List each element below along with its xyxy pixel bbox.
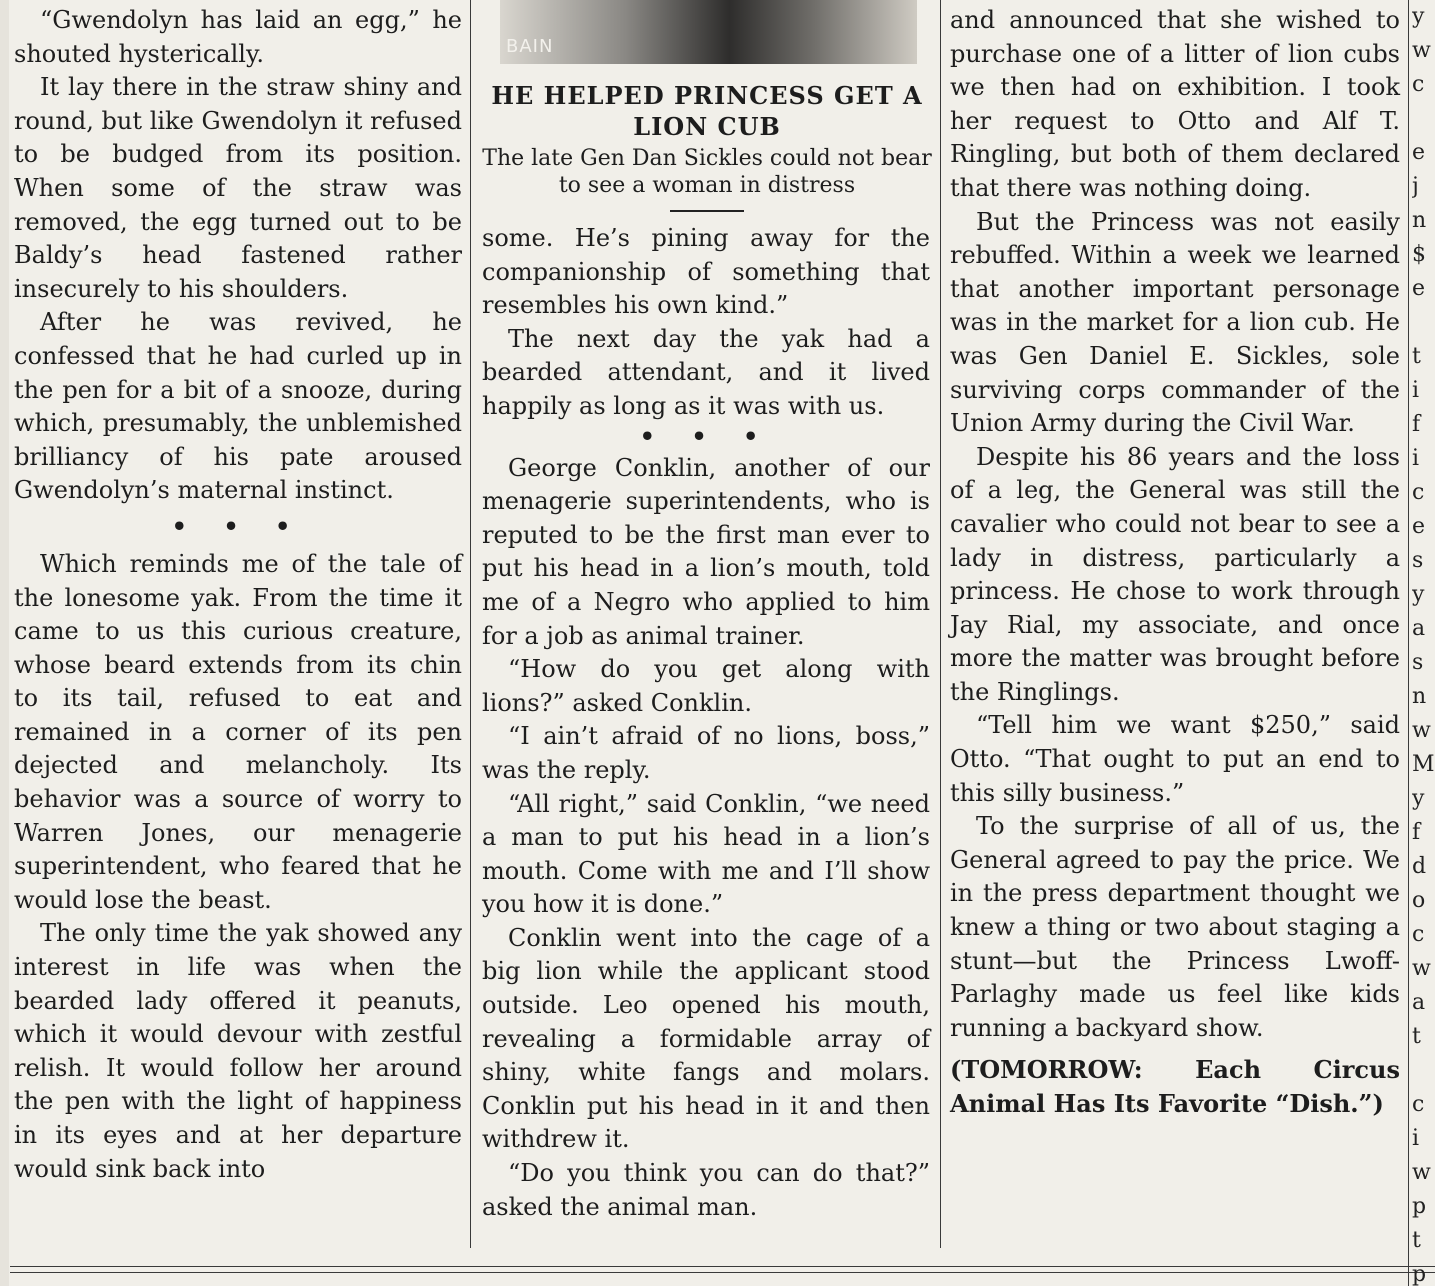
- section-break: • • •: [171, 511, 305, 541]
- edge-letter: M: [1412, 752, 1435, 777]
- edge-letter: c: [1412, 922, 1425, 947]
- page-left-edge: [0, 0, 9, 1286]
- edge-letter: a: [1412, 616, 1426, 641]
- edge-letter: j: [1412, 174, 1419, 199]
- edge-letter: f: [1412, 820, 1421, 845]
- edge-letter: t: [1412, 1024, 1421, 1049]
- paragraph: The only time the yak showed any interest in life was when the bearded lady offered it peanuts, which it would devour with zestful relish. It would follow her around the pen with the light of happiness in its eyes and at her departure would sink back into: [14, 919, 462, 1183]
- bottom-rule-1: [10, 1266, 1435, 1267]
- paragraph: It lay there in the straw shiny and round, but like Gwendolyn it refused to be budged from its position. When some of the straw was removed, the egg turned out to be Baldy’s head fastened rather insecurely to his shoulders.: [14, 73, 462, 303]
- edge-letter: a: [1412, 990, 1426, 1015]
- edge-letter: f: [1412, 412, 1421, 437]
- paragraph: “Do you think you can do that?” asked the animal man.: [482, 1159, 930, 1221]
- article-column-2: [482, 222, 930, 1224]
- paragraph: and announced that she wished to purchase one of a litter of lion cubs we then had on exhibition. I took her request to Otto and Alf T. Ringling, but both of them declared that there was nothing doing.: [950, 6, 1400, 202]
- edge-letter: i: [1412, 1126, 1420, 1151]
- edge-letter: [1412, 1054, 1435, 1088]
- edge-letter: w: [1412, 1160, 1431, 1185]
- adjacent-column-fragment: [1412, 0, 1435, 1286]
- paragraph: To the surprise of all of us, the General agreed to pay the price. We in the press department thought we knew a thing or two about staging a stunt—but the Princess Lwoff-Parlaghy made us feel like kids running a backyard show.: [950, 812, 1400, 1042]
- paragraph: Which reminds me of the tale of the lonesome yak. From the time it came to us this curious creature, whose beard extends from its chin to its tail, refused to eat and remained in a corner of its pen dejected and melancholy. Its behavior was a source of worry to Warren Jones, our menagerie superintendent, who feared that he would lose the beast.: [14, 549, 462, 914]
- edge-letter: t: [1412, 1228, 1421, 1253]
- paragraph: Despite his 86 years and the loss of a leg, the General was still the cavalier who could not bear to see a lady in distress, particularly a princess. He chose to work through Jay Rial, my associate, and once more the matter was brought before the Ringlings.: [950, 442, 1400, 706]
- paragraph: George Conklin, another of our menagerie superintendents, who is reputed to be the first man ever to put his head in a lion’s mouth, told me of a Negro who applied to him for a job as animal trainer.: [482, 453, 930, 650]
- edge-letter: y: [1412, 582, 1425, 607]
- photo-signature: BAIN: [506, 36, 554, 57]
- edge-letter: c: [1412, 480, 1425, 505]
- paragraph: “I ain’t afraid of no lions, boss,” was the reply.: [482, 722, 930, 784]
- edge-letter: i: [1412, 446, 1420, 471]
- edge-letter: t: [1412, 344, 1421, 369]
- paragraph: But the Princess was not easily rebuffed. Within a week we learned that another important personage was in the market for a lion cub. He was Gen Daniel E. Sickles, sole surviving corps commander of the Union Army during the Civil War.: [950, 207, 1400, 438]
- edge-letter: e: [1412, 140, 1426, 165]
- edge-letter: n: [1412, 684, 1427, 709]
- paragraph: After he was revived, he confessed that he had curled up in the pen for a bit of a snooze, during which, presumably, the unblemished brilliancy of his pate aroused Gwendolyn’s maternal instinct.: [14, 308, 462, 505]
- paragraph: some. He’s pining away for the companionship of something that resembles his own kind.”: [482, 224, 930, 320]
- column-rule-2: [940, 0, 941, 1248]
- paragraph: “Tell him we want $250,” said Otto. “That ought to put an end to this silly business.”: [950, 711, 1400, 807]
- edge-letter: e: [1412, 276, 1426, 301]
- edge-letter: w: [1412, 956, 1431, 981]
- paragraph: “All right,” said Conklin, “we need a man to put his head in a lion’s mouth. Come with me and I’ll show you how it is done.”: [482, 789, 930, 919]
- edge-letter: p: [1412, 1194, 1427, 1219]
- tomorrow-teaser: (TOMORROW: Each Circus Animal Has Its Favorite “Dish.”): [950, 1055, 1400, 1118]
- photo-headline: HE HELPED PRINCESS GET A LION CUB: [491, 81, 923, 141]
- photo-general-sickles: [500, 0, 917, 64]
- caption-divider: [670, 210, 744, 212]
- edge-letter: o: [1412, 888, 1426, 913]
- edge-letter: w: [1412, 718, 1431, 743]
- article-column-1: [14, 4, 462, 1186]
- section-break: • • •: [639, 421, 773, 451]
- bottom-rule-2: [10, 1272, 1435, 1273]
- edge-letter: e: [1412, 514, 1426, 539]
- photo-caption: The late Gen Dan Sickles could not bear to see a woman in distress: [482, 146, 932, 198]
- edge-letter: n: [1412, 208, 1427, 233]
- edge-letter: [1412, 306, 1435, 340]
- edge-letter: $: [1412, 242, 1426, 267]
- edge-letter: i: [1412, 378, 1420, 403]
- edge-letter: c: [1412, 1092, 1425, 1117]
- edge-letter: d: [1412, 854, 1427, 879]
- edge-letter: y: [1412, 786, 1425, 811]
- edge-letter: s: [1412, 548, 1424, 573]
- paragraph: The next day the yak had a bearded attendant, and it lived happily as long as it was with us.: [482, 324, 930, 420]
- column-rule-3: [1408, 0, 1409, 1286]
- paragraph: Conklin went into the cage of a big lion while the applicant stood outside. Leo opened his mouth, revealing a formidable array of shiny, white fangs and molars. Conklin put his head in it and then withdrew it.: [482, 923, 930, 1154]
- paragraph: “How do you get along with lions?” asked Conklin.: [482, 655, 930, 717]
- edge-letter: s: [1412, 650, 1424, 675]
- column-rule-1: [470, 0, 471, 1248]
- edge-letter: p: [1412, 1262, 1427, 1286]
- article-column-3: [950, 4, 1400, 1121]
- edge-letter: c: [1412, 72, 1425, 97]
- edge-letter: [1412, 102, 1435, 136]
- paragraph: “Gwendolyn has laid an egg,” he shouted hysterically.: [14, 6, 462, 68]
- edge-letter: y: [1412, 4, 1425, 29]
- edge-letter: w: [1412, 38, 1431, 63]
